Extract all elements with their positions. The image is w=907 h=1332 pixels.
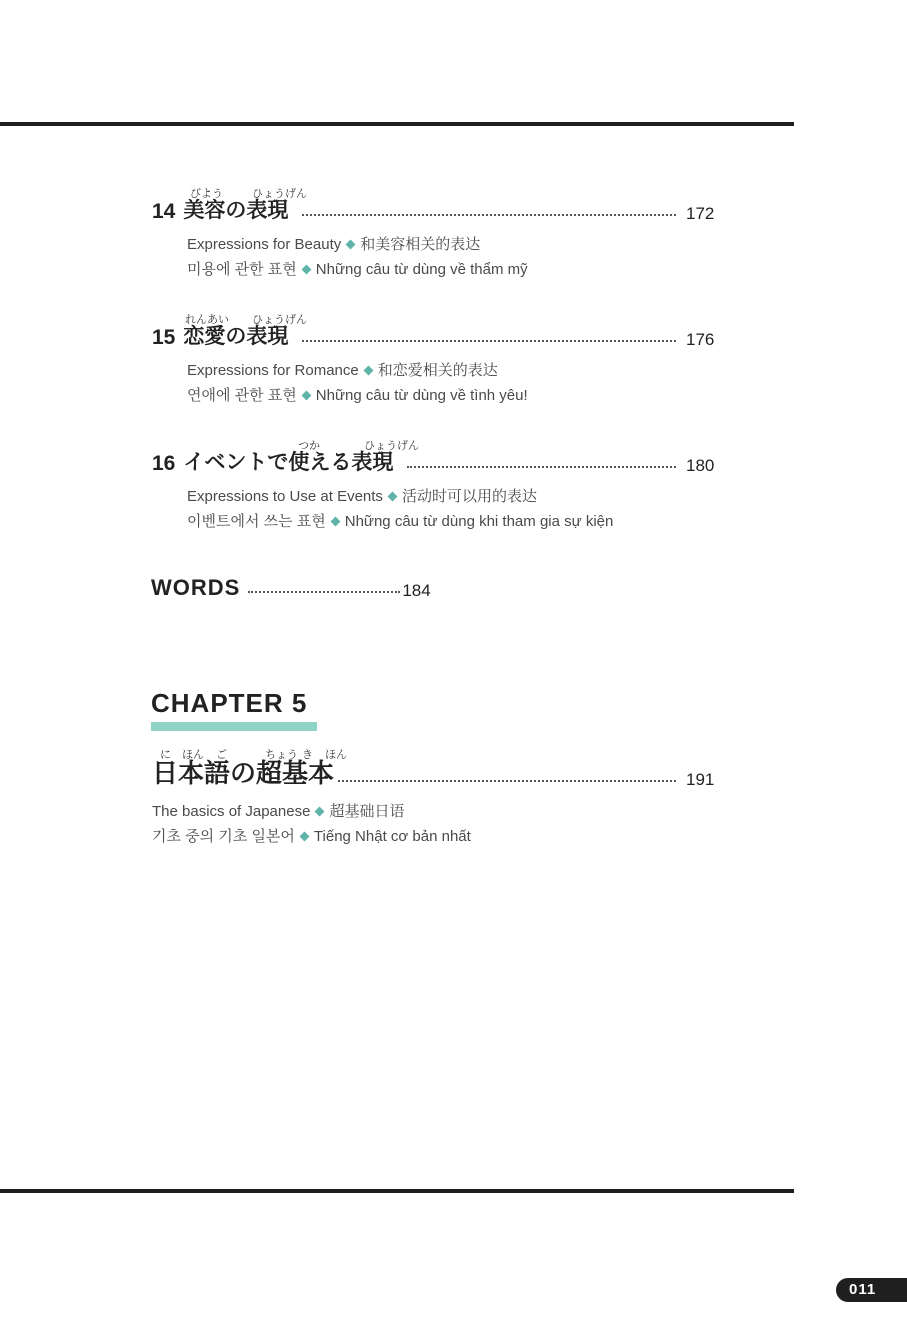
subtitle-en: Expressions for Beauty <box>187 236 342 253</box>
subtitle-zh: 和美容相关的表达 <box>360 236 481 253</box>
subtitle-line-1 <box>187 359 498 380</box>
entry-title: イベントで使える表現 <box>183 451 394 474</box>
toc-entry-words[interactable] <box>151 573 451 601</box>
subtitle-zh: 活动时可以用的表达 <box>401 488 537 505</box>
chapter-underline-bar <box>151 722 317 731</box>
furigana: びよう <box>190 188 223 200</box>
entry-number: 16 <box>152 452 176 475</box>
page-number: 191 <box>686 770 715 789</box>
subtitle-line-1 <box>187 485 537 506</box>
furigana: き <box>302 749 313 761</box>
leader-dots <box>407 466 676 468</box>
diamond-icon <box>346 239 356 249</box>
chapter-heading <box>151 688 307 719</box>
subtitle-ko: 기초 중의 기초 일본어 <box>152 828 295 845</box>
subtitle-line-2 <box>187 510 613 531</box>
subtitle-vi: Những câu từ dùng về thẩm mỹ <box>315 261 528 278</box>
leader-dots <box>248 591 400 593</box>
toc-entry-16[interactable] <box>152 437 715 537</box>
furigana: ひょうげん <box>252 188 307 200</box>
diamond-icon <box>315 806 325 816</box>
furigana: ひょうげん <box>364 440 419 452</box>
subtitle-vi: Tiếng Nhật cơ bản nhất <box>313 828 471 845</box>
furigana: れんあい <box>185 314 229 326</box>
entry-number: 15 <box>152 326 176 349</box>
furigana: ご <box>216 749 227 761</box>
leader-dots <box>302 214 676 216</box>
subtitle-en: Expressions to Use at Events <box>187 488 383 505</box>
entry-number: 14 <box>152 200 176 223</box>
furigana: ひょうげん <box>252 314 307 326</box>
subtitle-line-2 <box>187 258 528 279</box>
bottom-rule <box>0 1189 794 1193</box>
subtitle-line-2 <box>187 384 528 405</box>
diamond-icon <box>301 264 311 274</box>
subtitle-ko: 이벤트에서 쓰는 표현 <box>187 513 326 530</box>
toc-entry-15[interactable] <box>152 311 715 411</box>
entry-title: 恋愛の表現 <box>183 325 289 348</box>
furigana: つか <box>298 440 320 452</box>
page-number: 172 <box>686 204 715 223</box>
entry-title: 美容の表現 <box>183 199 289 222</box>
diamond-icon <box>363 365 373 375</box>
subtitle-zh: 超基础日语 <box>329 803 405 820</box>
subtitle-en: The basics of Japanese <box>152 803 311 820</box>
subtitle-line-1 <box>152 800 404 821</box>
subtitle-line-1 <box>187 233 480 254</box>
words-label: WORDS <box>151 575 241 600</box>
page-number: 184 <box>402 581 431 600</box>
furigana: に <box>160 749 171 761</box>
toc-entry-14[interactable] <box>152 185 715 285</box>
page-number: 176 <box>686 330 715 349</box>
leader-dots <box>338 780 676 782</box>
diamond-icon <box>387 491 397 501</box>
toc-entry-chapter-5[interactable] <box>152 746 715 856</box>
page-number: 180 <box>686 456 715 475</box>
furigana: ほん <box>182 749 204 761</box>
subtitle-ko: 미용에 관한 표현 <box>187 261 297 278</box>
leader-dots <box>302 340 676 342</box>
subtitle-vi: Những câu từ dùng về tình yêu! <box>315 387 528 404</box>
subtitle-line-2 <box>152 825 471 846</box>
diamond-icon <box>299 831 309 841</box>
diamond-icon <box>330 516 340 526</box>
top-rule <box>0 122 794 126</box>
diamond-icon <box>301 390 311 400</box>
subtitle-en: Expressions for Romance <box>187 362 359 379</box>
chapter-label: CHAPTER 5 <box>151 688 308 718</box>
chapter-title: 日本語の超基本 <box>152 758 335 788</box>
subtitle-ko: 연애에 관한 표현 <box>187 387 297 404</box>
furigana: ほん <box>325 749 347 761</box>
subtitle-vi: Những câu từ dùng khi tham gia sự kiện <box>344 513 614 530</box>
furigana: ちょう <box>265 749 298 761</box>
subtitle-zh: 和恋爱相关的表达 <box>377 362 498 379</box>
page-number-badge: 011 <box>836 1278 907 1302</box>
